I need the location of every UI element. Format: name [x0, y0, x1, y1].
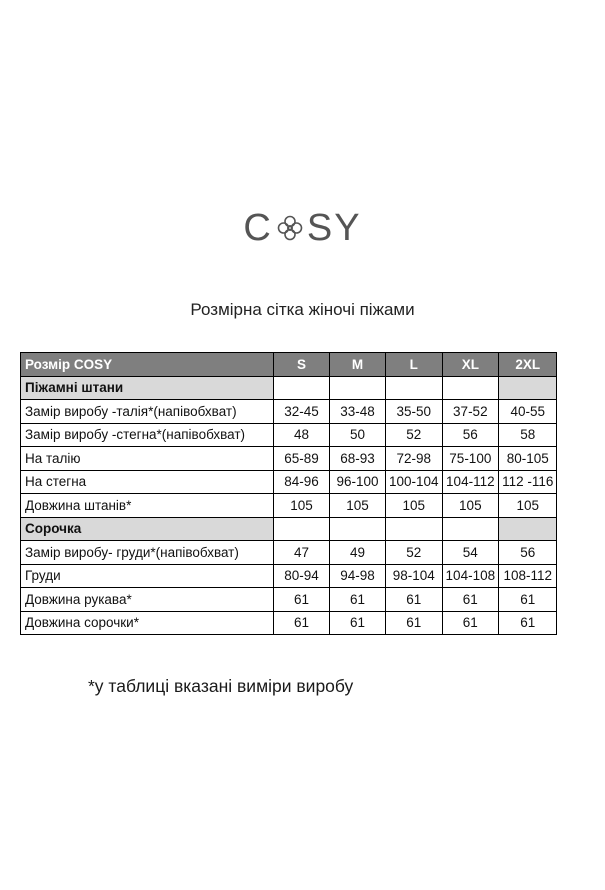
row-value: 105: [499, 494, 557, 518]
section-filler-cell: [499, 517, 557, 541]
row-value: 68-93: [330, 447, 386, 471]
section-filler-cell: [330, 376, 386, 400]
size-header-2xl: 2XL: [499, 353, 557, 377]
page-title: Розмірна сітка жіночі піжами: [190, 300, 415, 319]
section-filler-cell: [386, 376, 443, 400]
row-value: 47: [274, 541, 330, 565]
row-value: 61: [330, 611, 386, 635]
section-row: [21, 376, 557, 400]
flower-icon: [276, 214, 304, 242]
section-filler-cell: [499, 376, 557, 400]
row-value: 61: [499, 588, 557, 612]
row-value: 75-100: [442, 447, 499, 471]
row-value: 105: [442, 494, 499, 518]
row-value: 61: [330, 588, 386, 612]
brand-logo: [0, 203, 605, 253]
row-label: Довжина штанів*: [21, 494, 274, 518]
table-row: [21, 423, 557, 447]
size-chart-table: [20, 352, 557, 635]
table-row: [21, 447, 557, 471]
logo-prefix: C: [243, 206, 273, 249]
table-row: [21, 611, 557, 635]
row-label: Довжина рукава*: [21, 588, 274, 612]
row-value: 96-100: [330, 470, 386, 494]
row-value: 84-96: [274, 470, 330, 494]
footnote: *у таблиці вказані виміри виробу: [88, 676, 354, 696]
row-value: 108-112: [499, 564, 557, 588]
row-label: Замір виробу -талія*(напівобхват): [21, 400, 274, 424]
row-value: 54: [442, 541, 499, 565]
row-value: 52: [386, 541, 443, 565]
row-value: 52: [386, 423, 443, 447]
size-header-s: S: [274, 353, 330, 377]
row-value: 61: [442, 588, 499, 612]
row-value: 49: [330, 541, 386, 565]
table-row: [21, 564, 557, 588]
row-value: 72-98: [386, 447, 443, 471]
row-label: Груди: [21, 564, 274, 588]
row-value: 48: [274, 423, 330, 447]
section-row: [21, 517, 557, 541]
table-row: [21, 470, 557, 494]
size-header-l: L: [386, 353, 443, 377]
row-value: 37-52: [442, 400, 499, 424]
size-header-m: M: [330, 353, 386, 377]
table-row: [21, 400, 557, 424]
row-value: 33-48: [330, 400, 386, 424]
row-value: 61: [499, 611, 557, 635]
section-title: Сорочка: [21, 517, 274, 541]
row-value: 80-94: [274, 564, 330, 588]
table-header-row: [21, 353, 557, 377]
row-label: На стегна: [21, 470, 274, 494]
row-label: Замір виробу- груди*(напівобхват): [21, 541, 274, 565]
section-filler-cell: [274, 376, 330, 400]
row-value: 61: [442, 611, 499, 635]
row-value: 80-105: [499, 447, 557, 471]
row-value: 56: [499, 541, 557, 565]
row-value: 40-55: [499, 400, 557, 424]
row-value: 94-98: [330, 564, 386, 588]
row-value: 112 -116: [499, 470, 557, 494]
table-row: [21, 588, 557, 612]
row-value: 104-108: [442, 564, 499, 588]
row-value: 104-112: [442, 470, 499, 494]
row-value: 32-45: [274, 400, 330, 424]
row-label: Довжина сорочки*: [21, 611, 274, 635]
row-value: 61: [274, 588, 330, 612]
row-value: 61: [386, 588, 443, 612]
header-label: Розмір COSY: [21, 353, 274, 377]
table-row: [21, 541, 557, 565]
table-row: [21, 494, 557, 518]
row-value: 100-104: [386, 470, 443, 494]
row-value: 50: [330, 423, 386, 447]
row-value: 61: [386, 611, 443, 635]
row-value: 35-50: [386, 400, 443, 424]
logo-suffix: SY: [306, 206, 362, 249]
row-value: 56: [442, 423, 499, 447]
row-value: 105: [386, 494, 443, 518]
section-title: Піжамні штани: [21, 376, 274, 400]
row-value: 61: [274, 611, 330, 635]
section-filler-cell: [274, 517, 330, 541]
row-value: 58: [499, 423, 557, 447]
row-value: 105: [330, 494, 386, 518]
row-label: Замір виробу -стегна*(напівобхват): [21, 423, 274, 447]
section-filler-cell: [330, 517, 386, 541]
size-header-xl: XL: [442, 353, 499, 377]
section-filler-cell: [442, 376, 499, 400]
row-label: На талію: [21, 447, 274, 471]
row-value: 105: [274, 494, 330, 518]
row-value: 98-104: [386, 564, 443, 588]
row-value: 65-89: [274, 447, 330, 471]
section-filler-cell: [386, 517, 443, 541]
section-filler-cell: [442, 517, 499, 541]
